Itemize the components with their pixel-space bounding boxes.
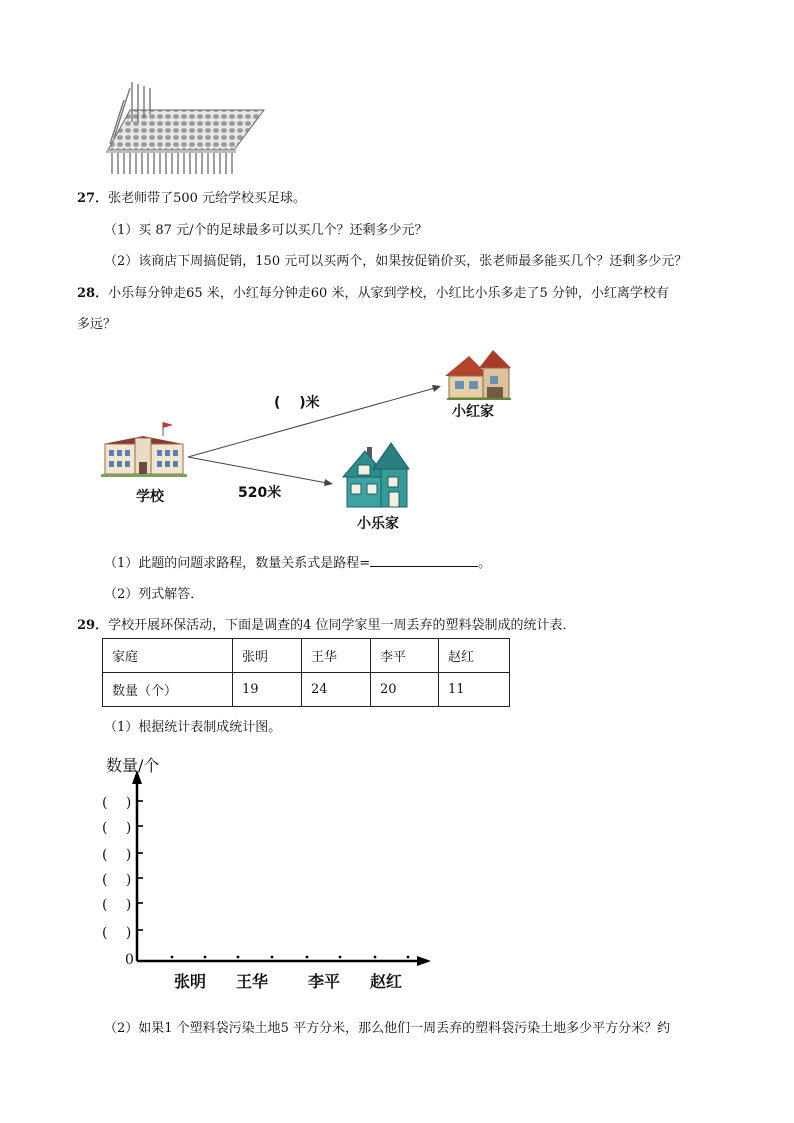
table-cell: 20	[371, 673, 439, 707]
x-axis-category: 赵红	[370, 972, 403, 991]
table-cell: 19	[233, 673, 302, 707]
question-27	[77, 187, 306, 206]
table-row	[103, 673, 510, 707]
red-house-icon	[445, 350, 511, 400]
green-house-icon	[343, 443, 409, 507]
y-tick-blank[interactable]: ( )	[102, 847, 132, 863]
q28-sub1-period: 。	[478, 556, 492, 571]
q27-sub1: （1）买 87 元/个的足球最多可以买几个？还剩多少元？	[104, 223, 428, 238]
answer-blank[interactable]	[370, 554, 478, 567]
school-label: 学校	[136, 489, 164, 505]
statistics-table	[102, 638, 510, 707]
y-tick-blank[interactable]: ( )	[102, 820, 132, 836]
table-cell: 数量（个）	[103, 673, 233, 707]
y-tick-blank[interactable]: ( )	[102, 925, 132, 941]
question-text: 学校开展环保活动，下面是调查的4 位同学家里一周丢弃的塑料袋制成的统计表．	[108, 618, 576, 633]
chart-origin-label: 0	[125, 952, 134, 968]
green-house-label: 小乐家	[357, 516, 399, 532]
table-header-cell: 王华	[302, 639, 371, 673]
y-tick-blank[interactable]: ( )	[102, 872, 132, 888]
red-house-label: 小红家	[452, 404, 494, 420]
table-header-cell: 李平	[371, 639, 439, 673]
table-cell: 11	[439, 673, 510, 707]
cube-stack-figure	[100, 78, 270, 178]
q29-sub2: （2）如果1 个塑料袋污染土地5 平方分米，那么他们一周丢弃的塑料袋污染土地多少平方分米？约	[104, 1021, 671, 1036]
x-axis-category: 王华	[236, 972, 269, 991]
question-text: 张老师带了500 元给学校买足球。	[108, 191, 307, 206]
question-number: 29．	[77, 618, 109, 633]
question-29	[77, 614, 576, 633]
chart-y-axis-label: 数量/个	[106, 756, 160, 775]
question-text: 小乐每分钟走65 米，小红每分钟走60 米，从家到学校，小红比小乐多走了5 分钟，小红离学校有	[108, 286, 669, 301]
lower-distance-label: 520米	[238, 485, 282, 501]
table-header-cell: 张明	[233, 639, 302, 673]
x-axis-category: 李平	[308, 972, 341, 991]
table-header-cell: 家庭	[103, 639, 233, 673]
question-28	[77, 282, 669, 301]
blank-chart-axes	[95, 750, 440, 1000]
q27-sub2: （2）该商店下周搞促销，150 元可以买两个，如果按促销价买，张老师最多能买几个？还剩多少元？	[104, 254, 688, 269]
question-28-line2: 多远？	[77, 317, 117, 332]
table-cell: 24	[302, 673, 371, 707]
q28-sub2: （2）列式解答．	[104, 587, 204, 602]
q29-sub1: （1）根据统计表制成统计图。	[104, 720, 282, 735]
upper-distance-label: ( )米	[274, 395, 320, 411]
q28-sub1-text: （1）此题的问题求路程，数量关系式是路程=	[104, 556, 371, 571]
question-number: 28．	[77, 286, 109, 301]
school-building-icon	[101, 422, 187, 477]
table-header-cell: 赵红	[439, 639, 510, 673]
q28-sub1	[104, 552, 491, 571]
table-row	[103, 639, 510, 673]
y-tick-blank[interactable]: ( )	[102, 897, 132, 913]
y-tick-blank[interactable]: ( )	[102, 795, 132, 811]
x-axis-category: 张明	[174, 972, 207, 991]
question-number: 27．	[77, 191, 109, 206]
